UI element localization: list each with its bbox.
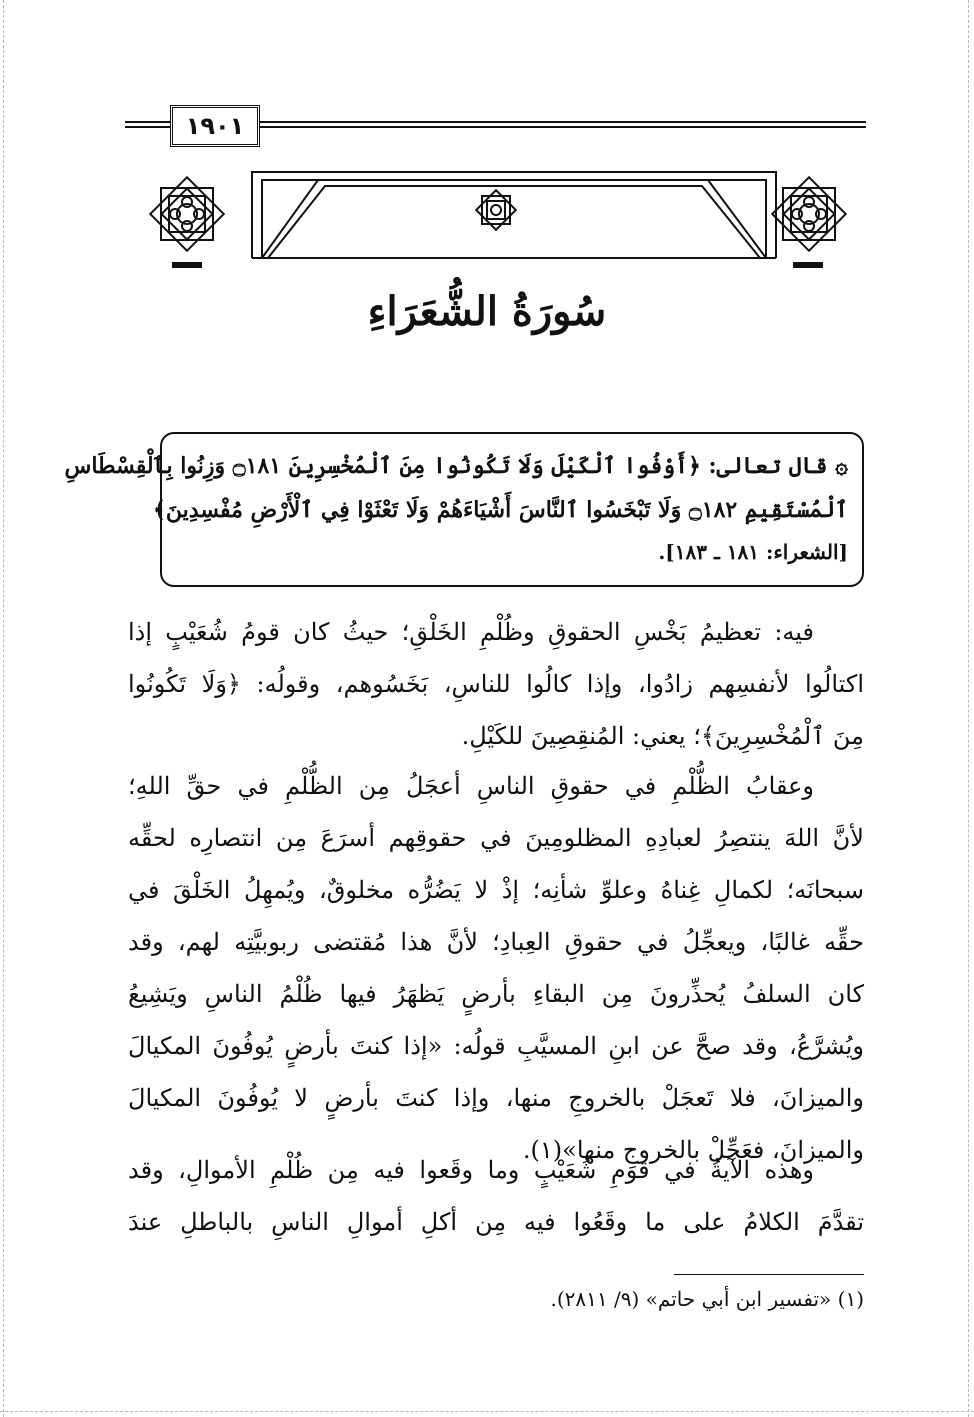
verse-line-2: ٱلْمُسْتَقِيمِ ۝١٨٢ وَلَا تَبْخَسُوا ٱلنَّاسَ أَشْيَاءَهُمْ وَلَا تَعْثَوْا فِي ٱلْأَرْضِ مُفْسِدِينَ﴾ [153,497,848,523]
text-line: حقِّه غالبًا، ويعجِّلُ في حقوقِ العِبادِ؛ لأنَّ هذا مُقتضى ربوبيَّتِه لهم، وقد [128,928,864,956]
text-line: وعقابُ الظُّلْمِ في حقوقِ الناسِ أعجَلُ مِن الظُّلْمِ في حقِّ اللهِ؛ [128,772,814,800]
text-line: كان السلفُ يُحذِّرونَ مِن البقاءِ بأرضٍ يَظهَرُ فيها ظُلْمُ الناسِ ويَشِيعُ [128,980,864,1008]
left-star-ornament [145,172,229,256]
paragraph-3 [128,1144,864,1248]
paragraph-2 [128,760,864,1176]
center-star-ornament [472,186,520,234]
footnote: (١) «تفسير ابن أبي حاتم» (٩/ ٢٨١١). [550,1287,864,1311]
text-line: تقدَّمَ الكلامُ على ما وقَعُوا فيه مِن أكلِ أموالِ الناسِ بالباطلِ عندَ [128,1208,864,1236]
page-number: ١٩٠١ [170,105,260,147]
paragraph-1 [128,606,864,762]
text-line: ويُشرَّعُ، وقد صحَّ عن ابنِ المسيَّبِ قولُه: «إذا كنتَ بأرضٍ يُوفُونَ المكيالَ [128,1032,864,1060]
text-line: والميزانَ، فعَجِّلْ بالخروجِ منها»(١). [522,1136,864,1164]
verse-line-1: ۞ قال تعالى: ﴿أَوْفُوا ٱلْكَيْلَ وَلَا تَكُونُوا مِنَ ٱلْمُخْسِرِينَ ۝١٨١ وَزِنُوا بِٱلْقِسْطَاسِ [64,453,848,479]
text-line: اكتالُوا لأنفسِهم زادُوا، وإذا كالُوا للناسِ، بَخَسُوهم، وقولُه: ﴿وَلَا تَكُونُوا [128,670,864,698]
text-line: لأنَّ اللهَ ينتصِرُ لعبادِهِ المظلومِينَ في حقوقِهم أسرَعَ مِن انتصارِه لحقِّه [128,824,864,852]
text-line: والميزانَ، فلا تَعجَلْ بالخروجِ منها، وإذا كنتَ بأرضٍ لا يُوفُونَ المكيالَ [128,1084,864,1112]
verse-box [64,432,864,587]
text-line: فيه: تعظيمُ بَخْسِ الحقوقِ وظُلْمِ الخَلْقِ؛ حيثُ كان قومُ شُعَيْبٍ إذا [128,618,814,646]
bottom-page-edge [0,1411,974,1412]
left-bar [172,262,202,268]
text-line: وهذه الآيةُ في قومِ شُعَيْبٍ وما وقَعوا فيه مِن ظُلْمِ الأموالِ، وقد [128,1156,814,1184]
right-star-ornament [767,172,851,256]
text-line: سبحانَه؛ لكمالِ غِناهُ وعلوِّ شأنِه؛ إذْ لا يَضُرُّه مخلوقٌ، ويُمهِلُ الخَلْقَ في [128,876,864,904]
right-bar [793,262,823,268]
text-line: مِنَ ٱلْمُخْسِرِينَ﴾؛ يعني: المُنقِصِينَ للكَيْلِ. [461,722,864,750]
surah-title: سُورَةُ الشُّعَرَاءِ [367,288,607,335]
footnote-separator [674,1274,864,1275]
verse-reference: [الشعراء: ١٨١ ـ ١٨٣]. [658,540,848,564]
